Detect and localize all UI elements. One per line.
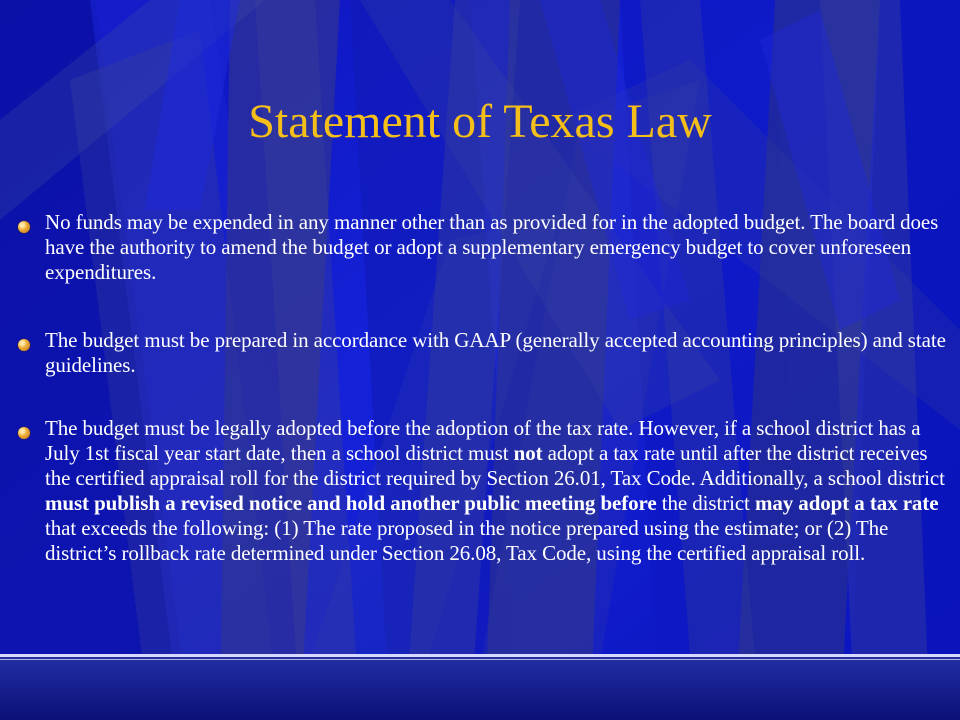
bullet-text-3-emphasis-publish: must publish a revised notice and hold another public meeting before bbox=[45, 491, 657, 515]
gold-bullet-icon bbox=[18, 221, 30, 233]
bottom-divider bbox=[0, 654, 960, 657]
bullet-text-3-part-3: the district bbox=[656, 491, 755, 515]
bullet-text-3 bbox=[45, 416, 950, 566]
bottom-divider-highlight bbox=[0, 659, 960, 660]
bullet-text-3-part-2: adopt a tax rate until after the district receives the certified appraisal roll for the district required by Section 26.01, Tax Code. Additionally, a school district bbox=[45, 441, 945, 490]
bullet-text-3-emphasis-adopt: may adopt a tax rate bbox=[754, 491, 939, 515]
bullet-text-3-emphasis-not: not bbox=[513, 441, 543, 465]
bullet-text-3-part-1: The budget must be legally adopted before the adoption of the tax rate. However, if a school district has a July 1st fiscal year start date, then a school district must bbox=[45, 416, 921, 465]
gold-bullet-icon bbox=[18, 427, 30, 439]
bullet-text-1: No funds may be expended in any manner other than as provided for in the adopted budget. The board does have the authority to amend the budget or adopt a supplementary emergency budget to cover unforeseen expenditures. bbox=[45, 210, 939, 284]
gold-bullet-icon bbox=[18, 339, 30, 351]
bullet-text-2: The budget must be prepared in accordance with GAAP (generally accepted accounting principles) and state guidelines. bbox=[45, 328, 946, 377]
slide-title: Statement of Texas Law bbox=[248, 95, 712, 148]
bullet-text-3-part-4: that exceeds the following: (1) The rate proposed in the notice prepared using the estimate; or (2) The district’s rollback rate determined under Section 26.08, Tax Code, using the certified appraisal roll. bbox=[45, 516, 889, 565]
